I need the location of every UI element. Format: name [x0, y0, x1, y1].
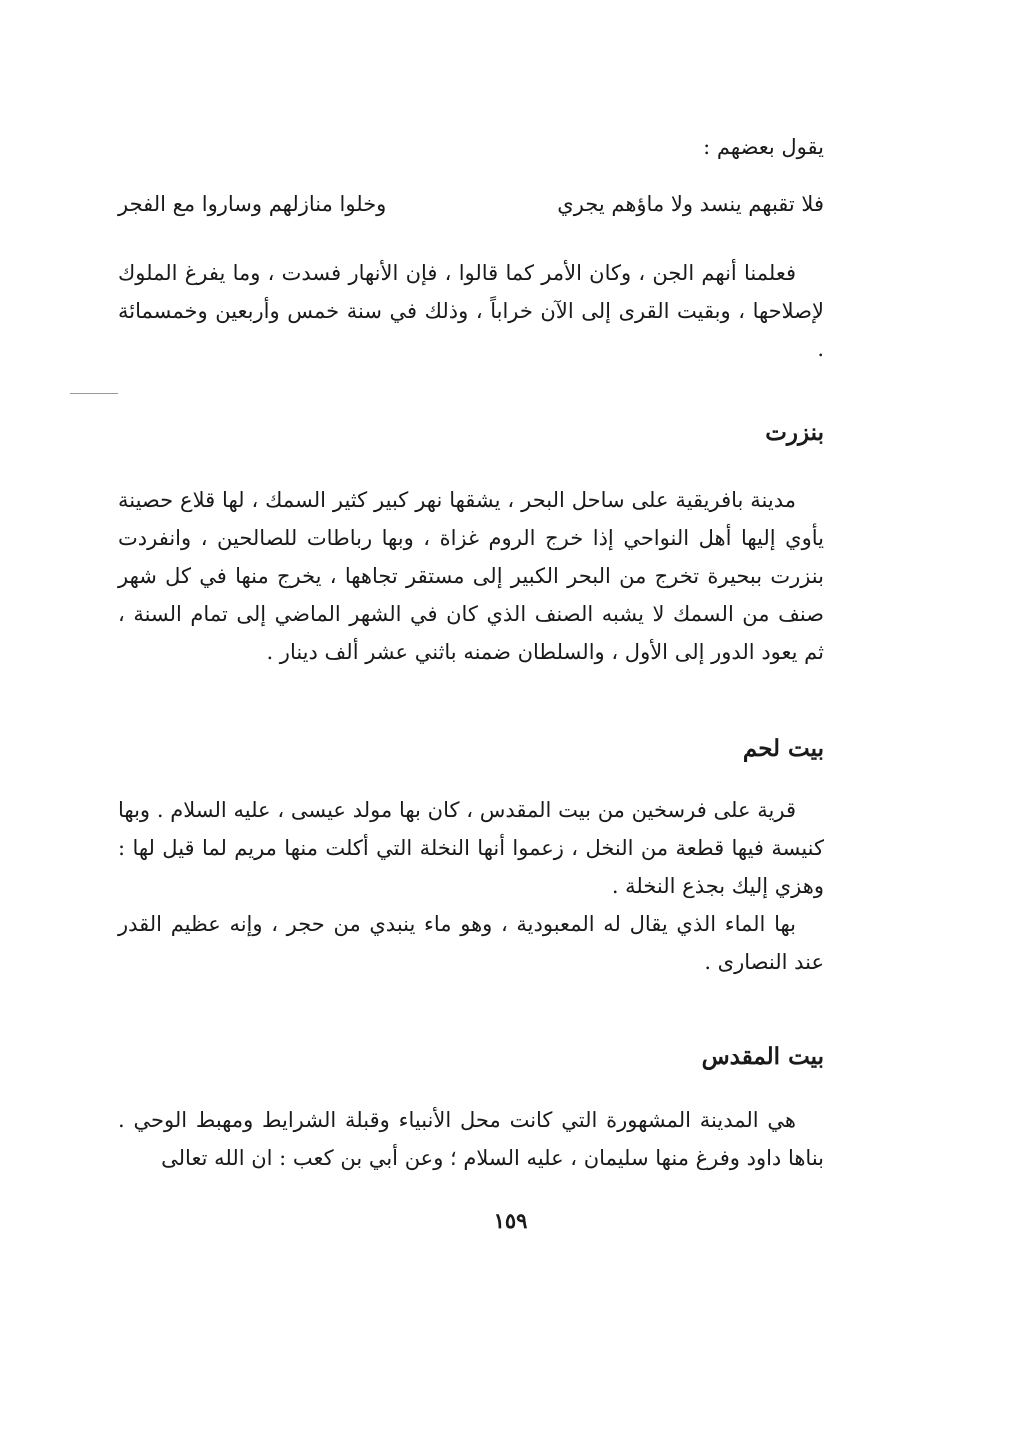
paragraph: قرية على فرسخين من بيت المقدس ، كان بها مولد عيسى ، عليه السلام . وبها كنيسة فيها قطعة من النخل ، زعموا أنها النخلة التي أكلت منها مريم لما قيل لها : وهزي إليك بجذع النخلة . — [118, 798, 824, 898]
intro-line: يقول بعضهم : — [703, 135, 824, 159]
paragraph: مدينة بافريقية على ساحل البحر ، يشقها نهر كبير كثير السمك ، لها قلاع حصينة يأوي إليها أهل النواحي إذا خرج الروم غزاة ، وبها رباطات للصالحين ، وانفردت بنزرت ببحيرة تخرج من البحر الكبير إلى مستقر تجاهها ، يخرج منها في كل شهر صنف من السمك لا يشبه الصنف الذي كان في الشهر الماضي إلى تمام السنة ، ثم يعود الدور إلى الأول ، والسلطان ضمنه باثني عشر ألف دينار . — [118, 488, 824, 664]
entry-body — [118, 791, 824, 981]
entry-title: بيت لحم — [742, 735, 824, 762]
paragraph: بها الماء الذي يقال له المعبودية ، وهو ماء ينبدي من حجر ، وإنه عظيم القدر عند النصارى . — [118, 912, 824, 974]
entry-title: بنزرت — [765, 419, 824, 446]
paragraph: فعلمنا أنهم الجن ، وكان الأمر كما قالوا ، فإن الأنهار فسدت ، وما يفرغ الملوك لإصلاحها ، وبقيت القرى إلى الآن خراباً ، وذلك في سنة خمس وأربعين وخمسمائة . — [118, 261, 824, 361]
verse-second-hemistich: وخلوا منازلهم وساروا مع الفجر — [118, 192, 387, 216]
paragraph-block-intro — [118, 254, 824, 368]
intro-block — [118, 128, 824, 224]
paragraph: هي المدينة المشهورة التي كانت محل الأنبياء وقبلة الشرايط ومهبط الوحي . بناها داود وفرغ منها سليمان ، عليه السلام ؛ وعن أبي بن كعب : ان الله تعالى — [118, 1108, 824, 1170]
verse-first-hemistich: فلا تقبهم ينسد ولا ماؤهم يجري — [557, 192, 824, 216]
page-number: ١٥٩ — [493, 1208, 528, 1233]
poetry-verse — [118, 184, 824, 224]
entry-heading-block — [118, 414, 824, 452]
entry-heading-block — [118, 1038, 824, 1076]
entry-body — [118, 1101, 824, 1177]
entry-body — [118, 481, 824, 671]
entry-heading-block — [118, 730, 824, 768]
margin-rule — [70, 393, 118, 394]
entry-title: بيت المقدس — [701, 1043, 824, 1070]
